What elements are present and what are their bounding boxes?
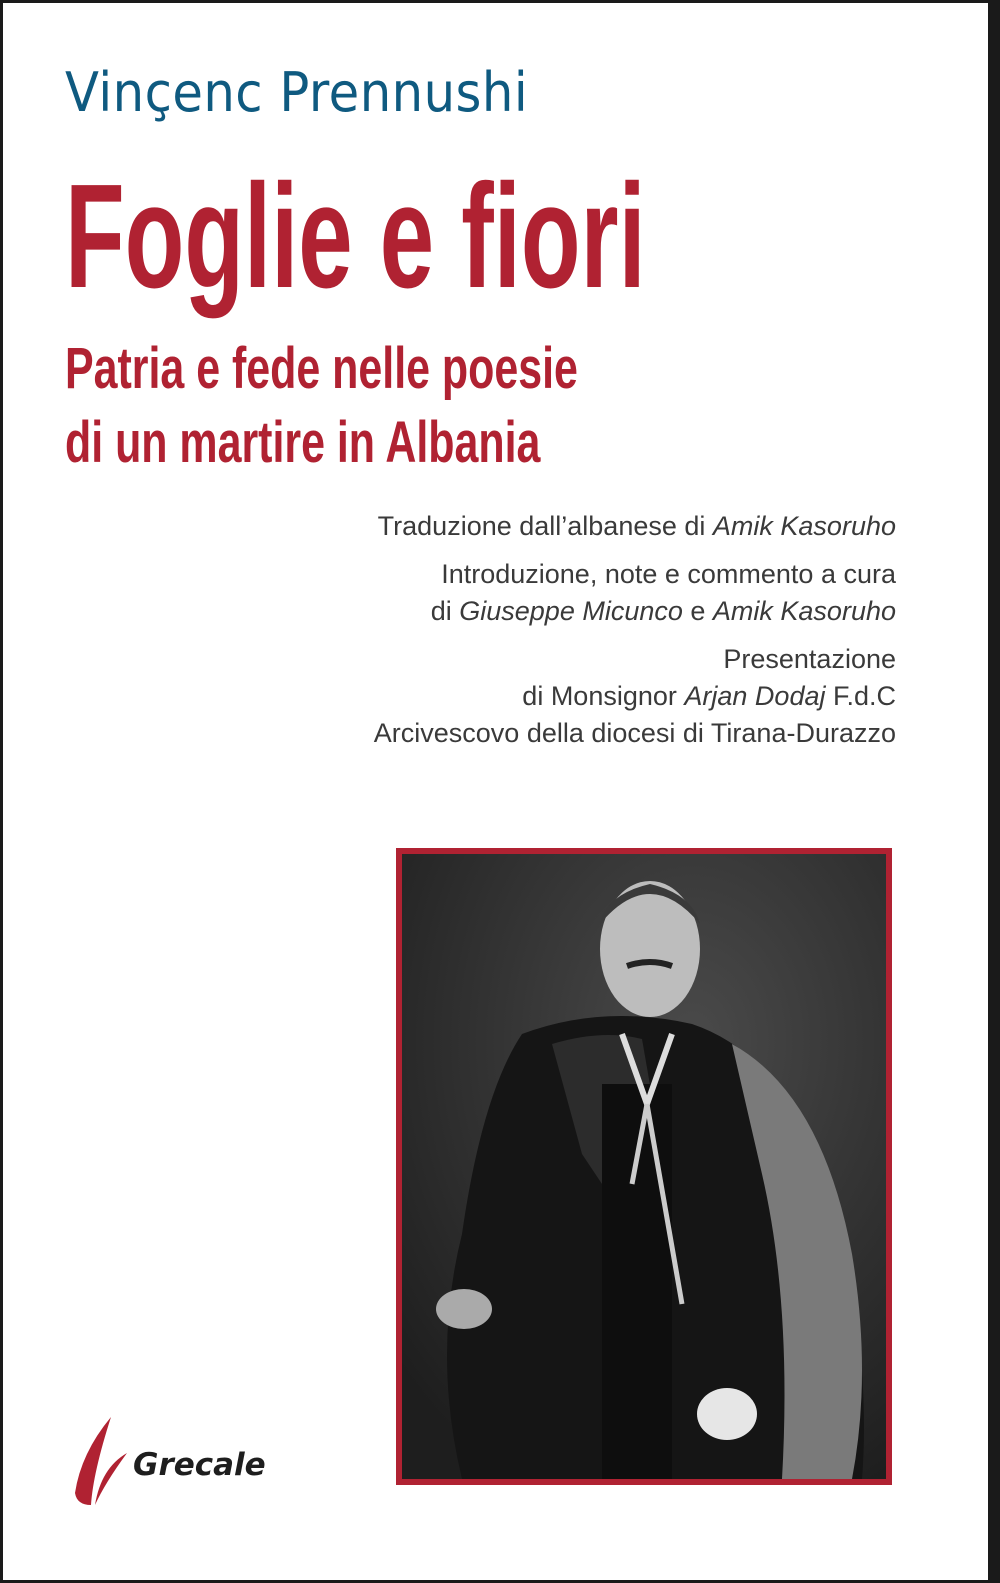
- book-title: Foglie e fiori: [65, 154, 646, 319]
- credit-text: di: [430, 596, 460, 626]
- credit-text: Traduzione dall’albanese di: [377, 511, 713, 541]
- credit-text: di Monsignor: [522, 681, 685, 711]
- translation-credit: [374, 508, 896, 545]
- credit-text: F.d.C: [825, 681, 896, 711]
- presenter-role: Arcivescovo della diocesi di Tirana-Durazzo: [373, 718, 896, 748]
- editor-name: Giuseppe Micunco: [459, 596, 683, 626]
- credits: [374, 508, 896, 752]
- portrait-photo: [396, 848, 892, 1485]
- subtitle-line-1: Patria e fede nelle poesie: [65, 336, 578, 401]
- presenter-name: Arjan Dodaj: [684, 681, 826, 711]
- sail-icon: [71, 1413, 129, 1508]
- intro-credit-line-2: [374, 593, 896, 630]
- subtitle-line-2: di un martire in Albania: [65, 410, 541, 475]
- intro-credit-line-1: Introduzione, note e commento a cura: [441, 559, 896, 589]
- publisher-logo: [71, 1413, 266, 1508]
- credit-text: e: [682, 596, 713, 626]
- translator-name: Amik Kasoruho: [712, 511, 896, 541]
- publisher-name: Grecale: [133, 1446, 266, 1483]
- presenter-line: [374, 678, 896, 715]
- editor-name: Amik Kasoruho: [712, 596, 896, 626]
- author-name: Vinçenc Prennushi: [65, 61, 529, 124]
- presentation-label: Presentazione: [723, 644, 896, 674]
- portrait-image: [402, 854, 886, 1479]
